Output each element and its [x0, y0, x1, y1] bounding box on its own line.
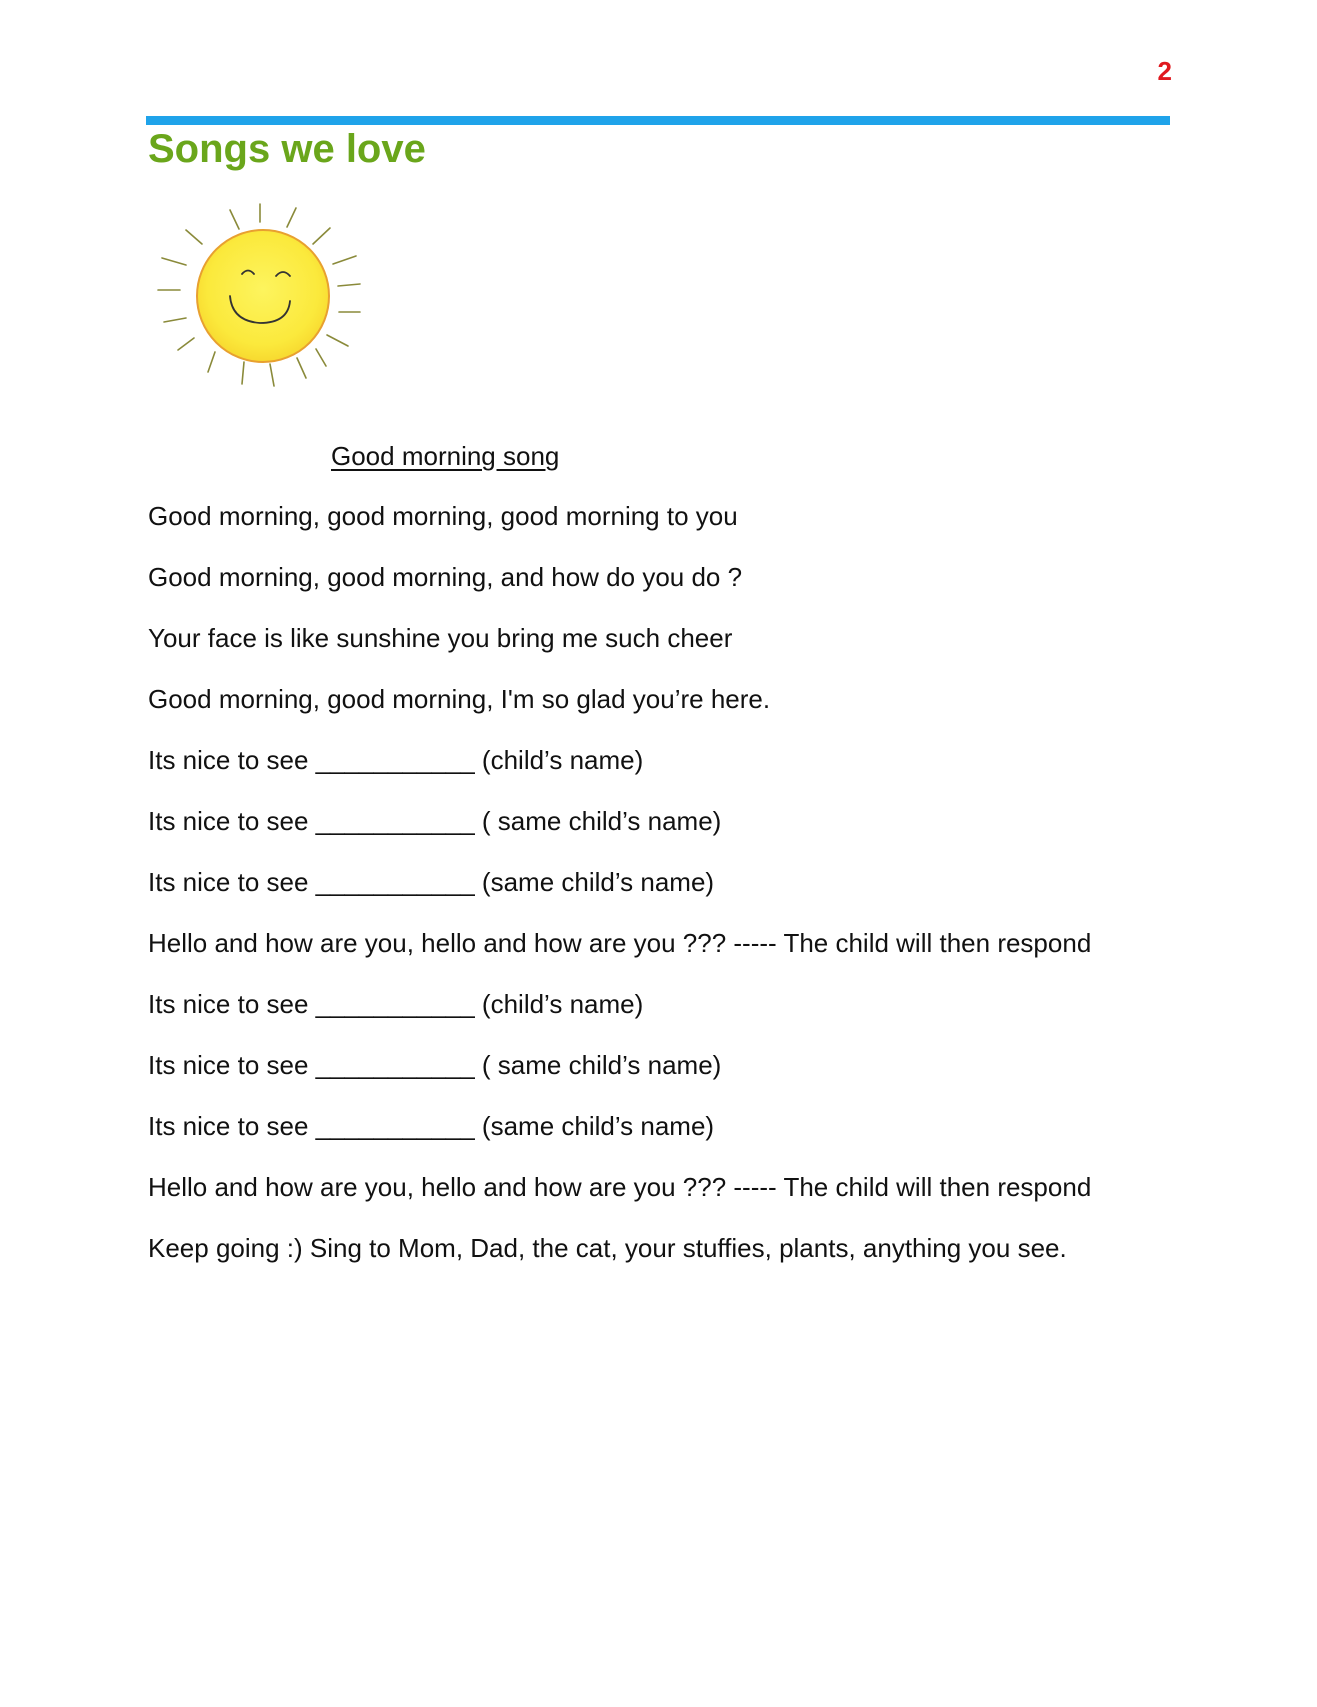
lyric-line: Good morning, good morning, I'm so glad you’re here.: [148, 684, 771, 714]
sun-icon: [150, 196, 380, 406]
song-title: Good morning song: [331, 441, 560, 471]
lyric-line: Hello and how are you, hello and how are you ??? ----- The child will then respond: [148, 928, 1092, 958]
lyric-line: Its nice to see ___________ ( same child’s name): [148, 1050, 722, 1080]
lyric-line: Its nice to see ___________ (same child’s name): [148, 867, 715, 897]
lyric-line: Its nice to see ___________ (child’s name): [148, 989, 644, 1019]
section-title: Songs we love: [148, 127, 426, 171]
lyric-line: Its nice to see ___________ (same child’s name): [148, 1111, 715, 1141]
song-lyrics: [148, 500, 1188, 1293]
lyric-line: Its nice to see ___________ ( same child’s name): [148, 806, 722, 836]
lyric-line: Good morning, good morning, good morning to you: [148, 501, 738, 531]
lyric-line: Hello and how are you, hello and how are you ??? ----- The child will then respond: [148, 1172, 1092, 1202]
page-number: 2: [1157, 56, 1172, 86]
lyric-line: Keep going :) Sing to Mom, Dad, the cat, your stuffies, plants, anything you see.: [148, 1233, 1067, 1263]
lyric-line: Your face is like sunshine you bring me such cheer: [148, 623, 733, 653]
lyric-line: Its nice to see ___________ (child’s name): [148, 745, 644, 775]
lyric-line: Good morning, good morning, and how do you do ?: [148, 562, 743, 592]
